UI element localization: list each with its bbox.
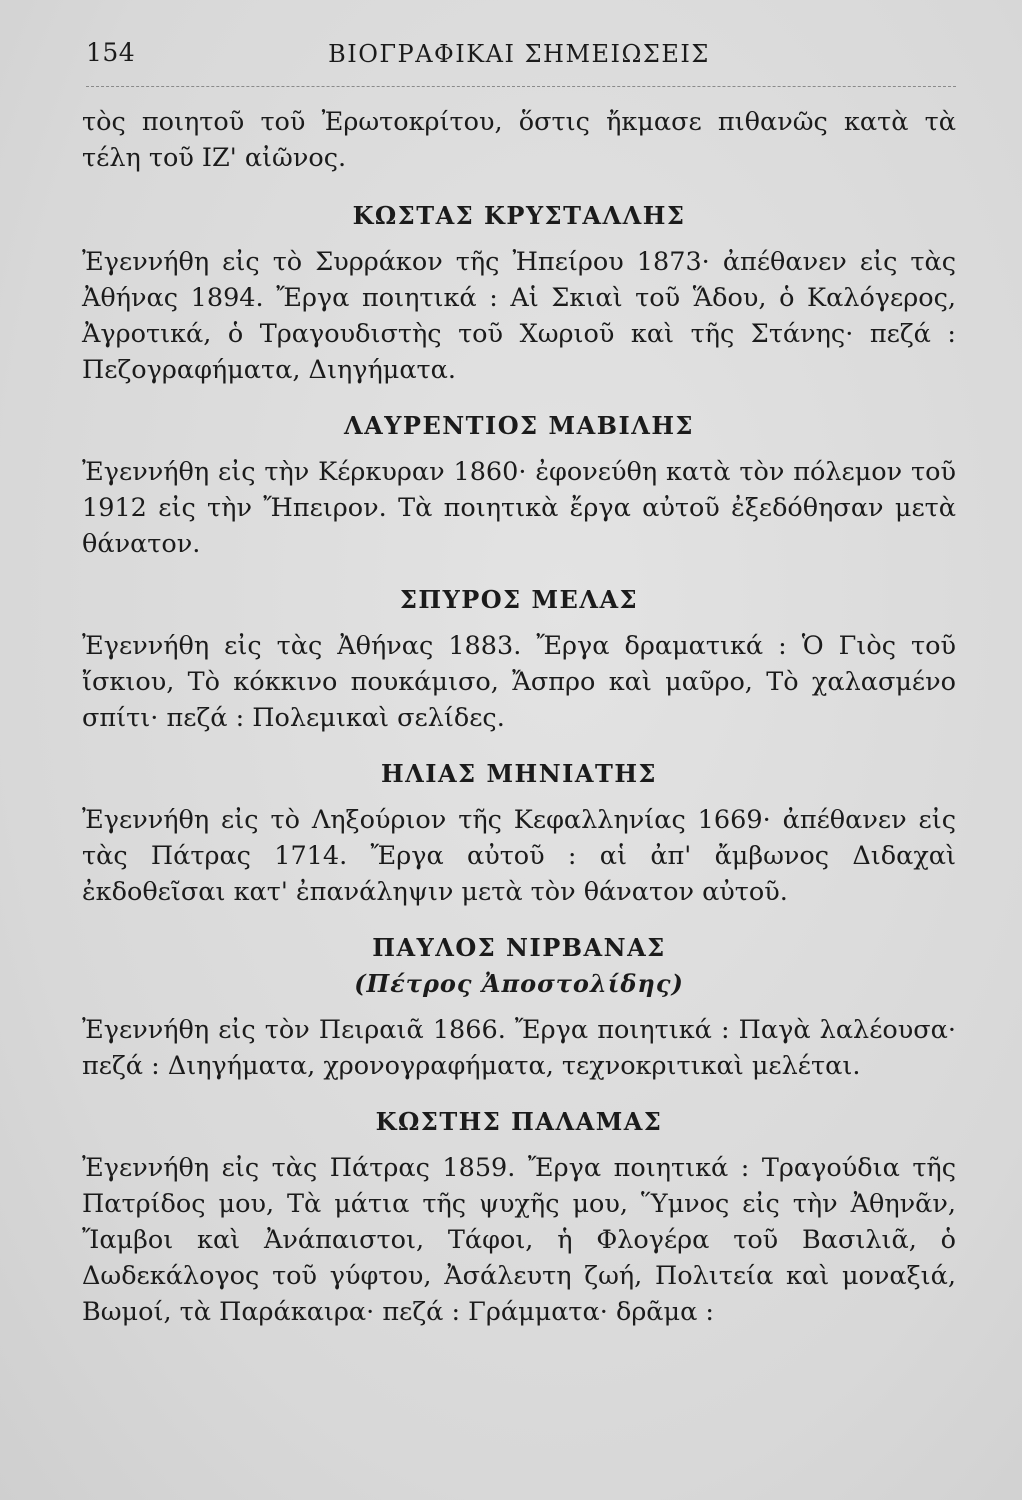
intro-paragraph: τὸς ποιητοῦ τοῦ Ἐρωτοκρίτου, ὅστις ἤκμασε πιθανῶς κατὰ τὰ τέλη τοῦ ΙΖ' αἰῶνος. (82, 107, 956, 173)
entry-pseudonym: (Πέτρος Ἀποστολίδης) (354, 969, 684, 998)
entry-heading: ΛΑΥΡΕΝΤΙΟΣ ΜΑΒΙΛΗΣ (344, 411, 694, 440)
entry-heading: ΠΑΥΛΟΣ ΝΙΡΒΑΝΑΣ (372, 933, 666, 962)
entry-text: Ἐγεννήθη εἰς τὰς Πάτρας 1859. Ἔργα ποιητικά : Τραγούδια τῆς Πατρίδος μου, Τὰ μάτια τῆς ψυχῆς μου, Ὕμνος εἰς τὴν Ἀθηνᾶν, Ἴαμβοι καὶ Ἀνάπαιστοι, Τάφοι, ἡ Φλογέρα τοῦ Βασιλιᾶ, ὁ Δωδεκάλογος τοῦ γύφτου, Ἀσάλευτη ζωή, Πολιτεία καὶ μοναξιά, Βωμοί, τὰ Παράκαιρα· πεζά : Γράμματα· δρᾶμα : (82, 1153, 956, 1327)
entry-mavilis (82, 408, 956, 562)
entry-text: Ἐγεννήθη εἰς τὸ Ληξούριον τῆς Κεφαλληνίας 1669· ἀπέθανεν εἰς τὰς Πάτρας 1714. Ἔργα αὐτοῦ : αἱ ἀπ' ἄμβωνος Διδαχαὶ ἐκδοθεῖσαι κατ' ἐπανάληψιν μετὰ τὸν θάνατον αὐτοῦ. (82, 805, 956, 907)
entry-text: Ἐγεννήθη εἰς τὴν Κέρκυραν 1860· ἐφονεύθη κατὰ τὸν πόλεμον τοῦ 1912 εἰς τὴν Ἤπειρον. Τὰ ποιητικὰ ἔργα αὐτοῦ ἐξεδόθησαν μετὰ θάνατον. (82, 457, 956, 559)
page-body (82, 104, 956, 1330)
entry-palamas (82, 1104, 956, 1330)
entry-melas (82, 582, 956, 736)
entry-heading: ΣΠΥΡΟΣ ΜΕΛΑΣ (399, 585, 639, 614)
entry-heading: ΚΩΣΤΗΣ ΠΑΛΑΜΑΣ (375, 1107, 663, 1136)
entry-heading: ΚΩΣΤΑΣ ΚΡΥΣΤΑΛΛΗΣ (352, 201, 686, 230)
running-head (86, 38, 952, 78)
entry-heading: ΗΛΙΑΣ ΜΗΝΙΑΤΗΣ (381, 759, 657, 788)
running-title: ΒΙΟΓΡΑΦΙΚΑΙ ΣΗΜΕΙΩΣΕΙΣ (328, 40, 710, 68)
entry-text: Ἐγεννήθη εἰς τὸν Πειραιᾶ 1866. Ἔργα ποιητικά : Παγὰ λαλέουσα· πεζά : Διηγήματα, χρονογραφήματα, τεχνοκριτικαὶ μελέται. (82, 1015, 956, 1081)
entry-krystallis (82, 198, 956, 388)
entry-text: Ἐγεννήθη εἰς τὰς Ἀθήνας 1883. Ἔργα δραματικά : Ὁ Γιὸς τοῦ ἴσκιου, Τὸ κόκκινο πουκάμισο, Ἄσπρο καὶ μαῦρο, Τὸ χαλασμένο σπίτι· πεζά : Πολεμικαὶ σελίδες. (82, 631, 956, 733)
entry-nirvanas (82, 930, 956, 1084)
header-rule (86, 86, 956, 87)
entry-text: Ἐγεννήθη εἰς τὸ Συρράκον τῆς Ἠπείρου 1873· ἀπέθανεν εἰς τὰς Ἀθήνας 1894. Ἔργα ποιητικά : Αἱ Σκιαὶ τοῦ Ἅδου, ὁ Καλόγερος, Ἀγροτικά, ὁ Τραγουδιστὴς τοῦ Χωριοῦ καὶ τῆς Στάνης· πεζά : Πεζογραφήματα, Διηγήματα. (82, 247, 956, 385)
entry-miniatis (82, 756, 956, 910)
page-number: 154 (86, 38, 136, 67)
